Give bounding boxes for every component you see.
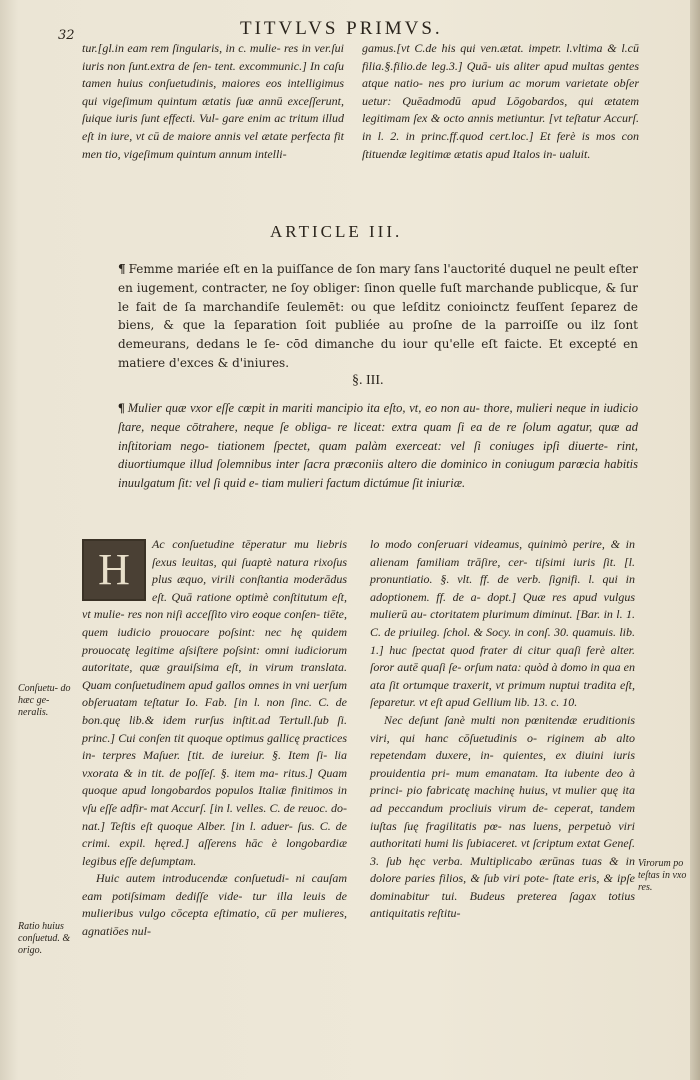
top-left-column: tur.[gl.in eam rem ſingularis, in c. mulie- res in ver.ſui iuris non ſunt.extra de ſen- tent. excommunic.] In caſu tamen huius conſuetudinis, maiores eos intelligimus qui vigeſimum quintum ætatis ſuæ annū exceſſerunt, ſuique iuris ſunt effecti. Vul- gare enim ac tritum illud eſt in iure, vt cū de maiore annis vel ætate perfecta fit men tio, vigeſimum quintum annum intelli- [82, 41, 344, 161]
french-article-text [118, 260, 638, 373]
latin-article-text [118, 399, 638, 493]
latin-article-body: Mulier quæ vxor eſſe cœpit in mariti mancipio ita eſto, vt, eo non au- thore, mulieri neque in iudicio ſtare, neque cōtrahere, neque ſe obliga- re liceat: extra quam ſi ea de re ſolum agatur, quæ ad inſtitoriam nego- tiationem ſpectet, quam palàm exerceat: vel ſi coniuges ipſi diuerte- rint, diuortiumque illud ſolemnibus inter ſacra præconiis altero die dominico in coniugum parœcia habitis inuulgatum ſit: vel ſi quid e- tiam mulieri factum dictúmue ſit iniuriæ. [118, 401, 638, 491]
commentary-right-column [370, 536, 635, 923]
commentary-left-paragraph-1: Ac conſuetudine tēperatur mu liebris ſexus leuitas, qui ſuaptè natura rixoſus plus æquo, virili conſtantia moderādus eſt. Quā ratione optimè conſtitutum eſt, vt mulie- res non niſi acceſſito viro eoque conſen- tiēte, quem iudicio prouocare poſsint: nec hę quidem prouocatę legitime aſsiſtere poſsint: omni iudiciorum autoritate, quæ grauiſsima eſt, in virum translata. Quam conſuetudinem apud gallos omnes in vni uerſum obſeruatam teſtatur Io. Fab. [in l. non ſinc. C. de bon.quę lib.& idem rurſus inſtit.ad Tertull.ſub ſi. princ.] Cui conſen tit quoque optimus gallicę practices in- terpres Maſuer. [tit. de iureiur. §. Item ſi- lia vxorata & in tit. de poſſeſ. §. item ma- ritus.] Quam quoque apud longobardos populos Italiæ finitimos in vſu eſſe adfir- mat Accurſ. [in l. velles. C. de reuoc. do- nat.] Teſtis eſt quoque Alber. [in l. aduer- ſus. C. de crimi. expil. hęred.] aſſerens hāc è longobardiæ legibus eſſe deſumptam. [82, 537, 347, 868]
marginal-note: Ratio huius conſuetud. & origo. [18, 921, 71, 956]
page-gutter [690, 0, 700, 1080]
commentary-right-paragraph-1: lo modo conſeruari videamus, quinimò perire, & in alienam familiam trāſire, cer- tiſsimi iuris ſit. [l. pronuntiatio. §. vlt. ff. de verb. ſignifi. l. qui in adoptionem. ff. de a- dopt.] Quæ res apud vulgus mulierū au- ctoritatem plurimum diminut. [Bar. in l. 1. C. de priuileg. ſchol. & Socy. in conſ. 30. quamuis. lib. 1.] huc ſpectat quod frater di citur quaſi ferè alter. ſoror autē quaſi ſe- orſum nata: quòd à domo in qua en ata ſit ortumque traxerit, vt primum nuptui tradita eſt, ſeparetur. vt eſt apud Gellium lib. 13. c. 10. [370, 537, 635, 710]
page-number: 32 [58, 28, 75, 43]
section-heading: §. III. [352, 373, 384, 388]
running-title: TITVLVS PRIMVS. [240, 18, 443, 39]
commentary-left-column [82, 536, 347, 941]
pilcrow-icon: ¶ [118, 401, 125, 415]
decorated-initial: H [82, 539, 146, 601]
top-right-column: gamus.[vt C.de his qui ven.ætat. impetr. l.vltima & l.cū filia.§.filio.de leg.3.] Quā- uis aliter apud multas gentes atque natio- nes pro iurium ac morum varietate obſer uetur: Quēadmodū apud Lōgobardos, qui ætatem legitimam ſex & octo annis metiuntur. [vt teſtatur Accurſ. in l. 2. in princ.ff.quod cert.loc.] Et ferè is mos con ſtituendæ legitimæ ætatis apud Italos in- ualuit. [362, 41, 639, 161]
french-article-body: Femme mariée eſt en la puiſſance de ſon mary ſans l'auctorité duquel ne peult eſter en iugement, contracter, ne ſoy obliger: ſinon quelle fuſt marchande publicque, & ſur le fait de ſa marchandiſe ſeulemēt: ou que leſditz conioinctz feuſſent ſeparez de biens, & que la ſeparation ſoit publiée au proſne de la parroiſſe ou ilz ſont demeurans, dedans le ſe- cōd dimanche du iour qu'elle eſt faicte. Et excepté en matiere d'exces & d'iniures. [118, 262, 638, 370]
pilcrow-icon: ¶ [118, 262, 126, 276]
commentary-left-paragraph-2: Huic autem introducendæ conſuetudi- ni cauſam eam potiſsimam dediſſe vide- tur illa leuis de mulieribus vulgo cōcepta eſtimatio, cū per mulieres, agnatiōes nul- [82, 871, 347, 939]
article-title: ARTICLE III. [270, 222, 403, 241]
commentary-right-paragraph-2: Nec deſunt ſanè multi non pœnitendæ eruditionis viri, qui hanc cōſuetudinis o- riginem ab alto repetendam duxere, in- quientes, ex diuini iuris prouidentia pri- mum emanatam. Ita iubente deo à princi- pio fabricatę machinę huius, vt mulier quę ita ad peccandum procliuis virum de- ceperat, tandem iuſtas ſuę fragilitatis pœ- nas luens, perpetuò viri authoritati humi lis ſubiaceret. vt ſcriptum extat Geneſ. 3. ſub hęc verba. Multiplicabo ærūnas tuas & in dolore paries filios, & ſub viri pote- ſtate eris, & ipſe dominabitur tui. Budeus preterea ſagax totius antiquitatis reſtitu- [370, 712, 635, 921]
marginal-note: Conſuetu- do hæc ge- neralis. [18, 683, 71, 718]
marginal-note: Virorum po teſtas in vxo res. [638, 858, 687, 893]
